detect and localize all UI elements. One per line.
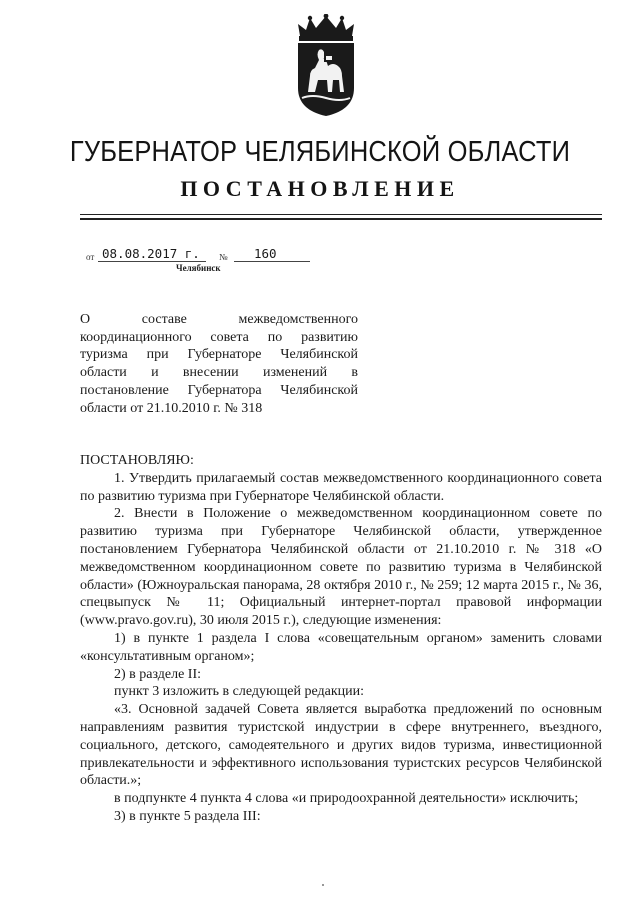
decree-word: ПОСТАНОВЛЯЮ:: [80, 453, 194, 468]
header-rule-thin: [80, 214, 602, 215]
number-underline: [234, 261, 310, 262]
issuer-title: ГУБЕРНАТОР ЧЕЛЯБИНСКОЙ ОБЛАСТИ: [69, 136, 571, 168]
subject-line: области от 21.10.2010 г. № 318: [80, 400, 263, 416]
date-label: от: [86, 252, 95, 262]
subject-line: О составе межведомственного: [80, 312, 358, 327]
number-value: 160: [254, 246, 277, 261]
number-label: №: [219, 252, 228, 262]
header-rule-thick: [80, 218, 602, 220]
coat-of-arms-icon: [288, 14, 364, 118]
body-paragraph: пункт 3 изложить в следующей редакции:: [114, 684, 364, 700]
scan-speck: [322, 884, 324, 886]
body-paragraph: в подпункте 4 пункта 4 слова «и природоохранной деятельности» исключить;: [114, 791, 579, 807]
date-underline: [98, 261, 206, 262]
body-paragraph: 3) в пункте 5 раздела III:: [114, 808, 261, 824]
subject-line: координационного совета по развитию: [80, 329, 358, 345]
subject-line: области и внесении изменений в: [80, 365, 358, 381]
subject-line: туризма при Губернаторе Челябинской: [80, 347, 358, 363]
document-type: ПОСТАНОВЛЕНИЕ: [180, 176, 460, 201]
body-paragraph: 1. Утвердить прилагаемый состав межведомственного координационного совета по развитию туризма при Губернаторе Челябинской области.: [80, 470, 602, 504]
date-value: 08.08.2017 г.: [102, 246, 200, 261]
body-paragraph: 2) в разделе II:: [114, 666, 202, 682]
document-subject: [80, 311, 358, 417]
document-body: [80, 452, 602, 826]
city-label: Челябинск: [176, 263, 221, 273]
body-paragraph: 2. Внести в Положение о межведомственном координационном совете по развитию туризма при Губернаторе Челябинской области, утвержденное постановлением Губернатора Челябинской области от 21.10.2010 г. № 318 «О межведомственном координационном совете по развитию туризма в Челябинской области» (Южноуральская панорама, 28 октября 2010 г., № 259; 12 марта 2015 г., № 36, спецвыпуск № 11; Официальный интернет-портал правовой информации (www.pravo.gov.ru), 30 июля 2015 г.), следующие изменения:: [80, 506, 602, 629]
subject-line: постановление Губернатора Челябинской: [80, 382, 358, 398]
body-paragraph: «3. Основной задачей Совета является выработка предложений по основным направлениям развития туристской индустрии в сфере внутреннего, въездного, социального, детского, самодеятельного и других видов туризма, инвестиционной привлекательности и эффективного использования туристских ресурсов Челябинской области.»;: [80, 702, 602, 789]
body-paragraph: 1) в пункте 1 раздела I слова «совещательным органом» заменить словами «консультативным органом»;: [80, 630, 602, 664]
